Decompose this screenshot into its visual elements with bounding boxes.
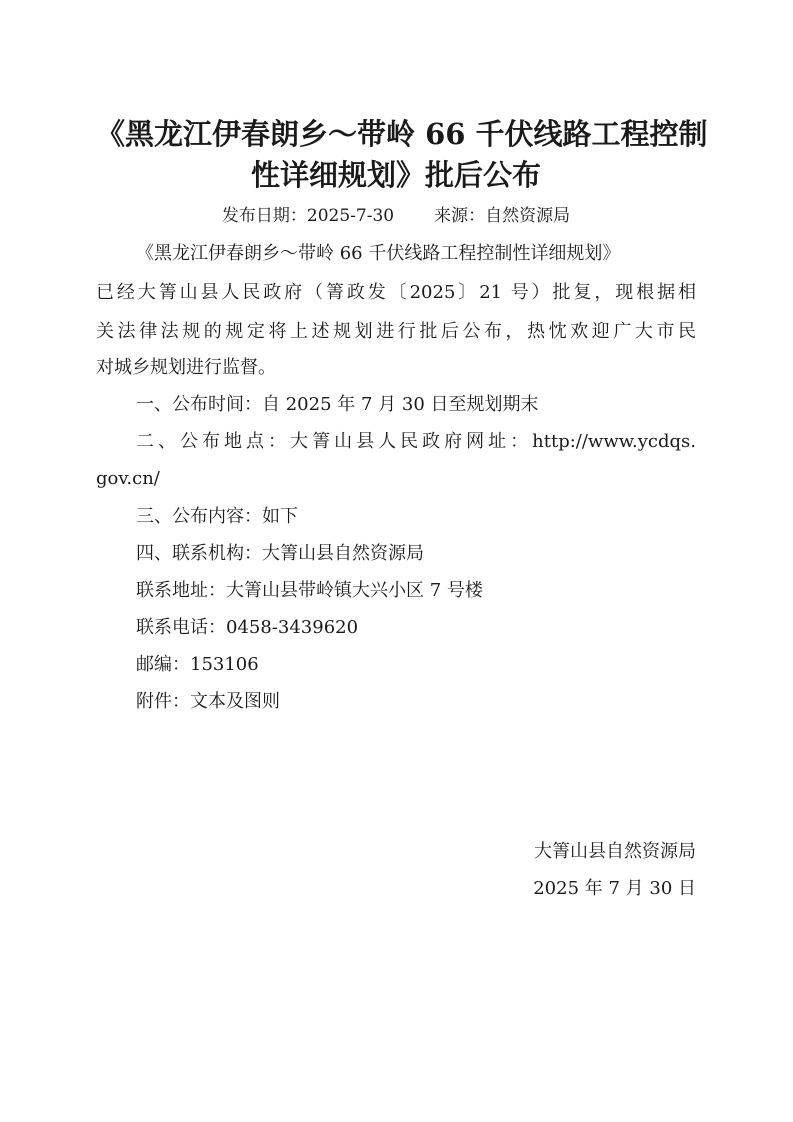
signature-organization: 大箐山县自然资源局 bbox=[534, 841, 696, 862]
contact-address: 联系地址：大箐山县带岭镇大兴小区 7 号楼 bbox=[136, 580, 483, 601]
attachment: 附件：文本及图则 bbox=[136, 691, 280, 712]
document-title-line-2: 性详细规划》批后公布 bbox=[250, 158, 541, 192]
publish-location-item: 二、公布地点：大箐山县人民政府网址：http://www.ycdqs. bbox=[136, 431, 696, 452]
body-paragraph-line: 关法律法规的规定将上述规划进行批后公布，热忱欢迎广大市民 bbox=[96, 321, 696, 342]
document-title-line-1: 《黑龙江伊春朗乡～带岭 66 千伏线路工程控制 bbox=[96, 117, 708, 151]
postcode: 邮编：153106 bbox=[136, 654, 259, 675]
publish-content-item: 三、公布内容：如下 bbox=[136, 506, 298, 527]
document-meta bbox=[96, 202, 696, 230]
contact-organization-item: 四、联系机构：大箐山县自然资源局 bbox=[136, 543, 424, 564]
body-paragraph-line: 《黑龙江伊春朗乡～带岭 66 千伏线路工程控制性详细规划》 bbox=[136, 243, 621, 264]
publish-location-url-continuation: gov.cn/ bbox=[96, 468, 160, 489]
publish-time-item: 一、公布时间：自 2025 年 7 月 30 日至规划期末 bbox=[136, 394, 539, 415]
contact-phone: 联系电话：0458-3439620 bbox=[136, 617, 359, 638]
signature-date: 2025 年 7 月 30 日 bbox=[533, 878, 696, 899]
body-paragraph-line: 已经大箐山县人民政府（箐政发〔2025〕21 号）批复，现根据相 bbox=[96, 282, 696, 303]
body-paragraph-line: 对城乡规划进行监督。 bbox=[96, 357, 276, 378]
publish-date: 发布日期：2025-7-30 bbox=[221, 206, 395, 226]
source: 来源：自然资源局 bbox=[434, 206, 571, 226]
